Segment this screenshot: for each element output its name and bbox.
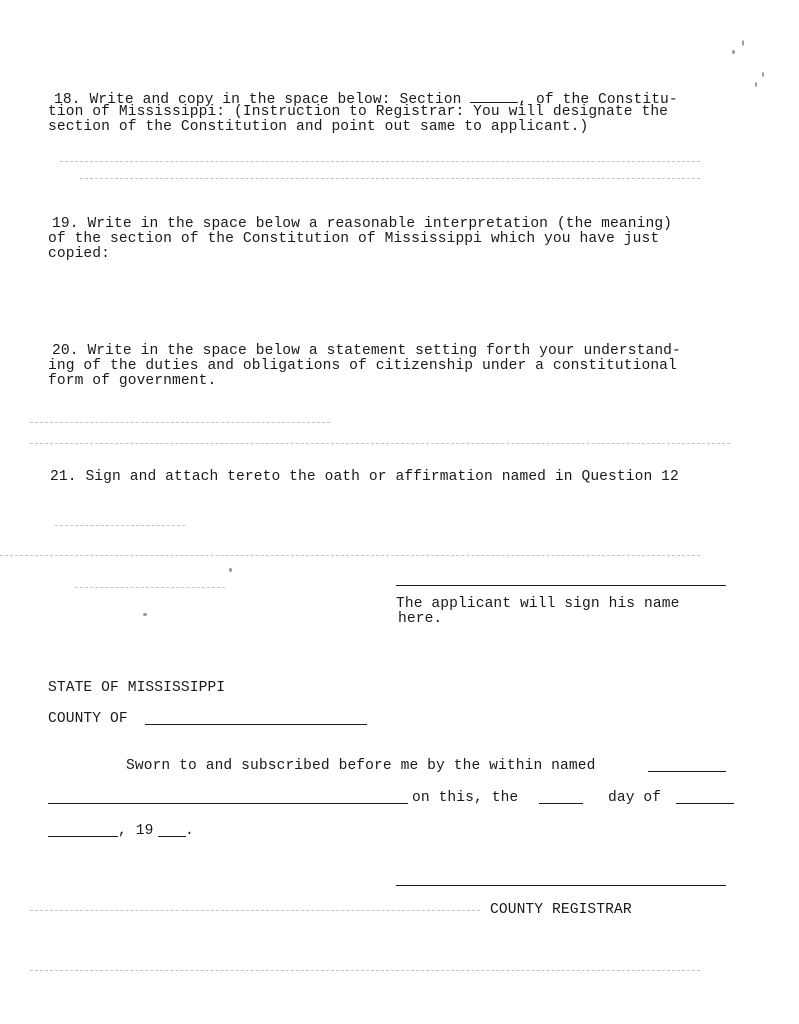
- scan-speck: [143, 613, 147, 616]
- scan-noise: [0, 555, 700, 556]
- month-line-a[interactable]: [676, 803, 734, 804]
- q18-answer-area[interactable]: [48, 140, 748, 200]
- q20-text: Write in the space below a statement setting forth your understand-: [87, 343, 681, 359]
- scan-speck: [762, 72, 764, 77]
- q19-answer-area[interactable]: [48, 265, 748, 335]
- scan-noise: [75, 587, 225, 588]
- registrar-signature-line[interactable]: [396, 885, 726, 886]
- scan-noise: [60, 161, 700, 162]
- named-person-line-a[interactable]: [648, 771, 726, 772]
- scan-speck: [755, 82, 757, 87]
- q18-text-a: Write and copy in the space below: Section: [89, 92, 462, 108]
- county-name-line[interactable]: [145, 724, 367, 725]
- day-line[interactable]: [539, 803, 583, 804]
- scan-speck: [229, 568, 232, 572]
- county-label: COUNTY OF: [48, 711, 128, 727]
- scan-noise: [30, 443, 730, 444]
- state-heading: STATE OF MISSISSIPPI: [48, 680, 226, 696]
- scan-speck: [732, 50, 735, 54]
- q20-number: 20.: [52, 343, 79, 359]
- sworn-text: Sworn to and subscribed before me by the within named: [126, 758, 596, 774]
- year-prefix: , 19: [118, 823, 154, 839]
- scan-noise: [30, 910, 480, 911]
- q21-text: Sign and attach tereto the oath or affirmation named in Question 12: [85, 469, 679, 485]
- q19-line1: [52, 217, 672, 232]
- q19-line2: of the section of the Constitution of Mississippi which you have just: [48, 231, 660, 247]
- month-line-b[interactable]: [48, 836, 118, 837]
- registrar-title: COUNTY REGISTRAR: [490, 902, 632, 918]
- scan-noise: [30, 422, 330, 423]
- scan-noise: [30, 970, 700, 971]
- scan-speck: [742, 40, 744, 46]
- q20-line3: form of government.: [48, 373, 217, 389]
- section-number-blank[interactable]: [470, 90, 518, 103]
- q19-text: Write in the space below a reasonable interpretation (the meaning): [87, 216, 673, 232]
- q20-line1: [52, 344, 681, 359]
- q19-number: 19.: [52, 216, 79, 232]
- year-suffix: .: [185, 823, 194, 839]
- q18-number: 18.: [54, 92, 81, 108]
- q18-text-b: , of the Constitu-: [518, 92, 678, 108]
- year-line[interactable]: [158, 836, 186, 837]
- scan-noise: [80, 178, 700, 179]
- scan-noise: [55, 525, 185, 526]
- q18-line3: section of the Constitution and point out same to applicant.): [48, 119, 589, 135]
- q18-line2: tion of Mississippi: (Instruction to Registrar: You will designate the: [48, 104, 669, 120]
- applicant-signature-line[interactable]: [396, 585, 726, 586]
- q21-number: 21.: [50, 469, 77, 485]
- on-this-text: on this, the: [412, 790, 519, 806]
- signature-caption-line1: The applicant will sign his name: [396, 596, 680, 612]
- q20-line2: ing of the duties and obligations of citizenship under a constitutional: [48, 358, 677, 374]
- q19-line3: copied:: [48, 246, 111, 262]
- named-person-line-b[interactable]: [48, 803, 408, 804]
- signature-caption-line2: here.: [398, 611, 443, 627]
- q20-answer-area[interactable]: [48, 395, 748, 460]
- q21-line1: [50, 470, 679, 485]
- day-of-text: day of: [608, 790, 662, 806]
